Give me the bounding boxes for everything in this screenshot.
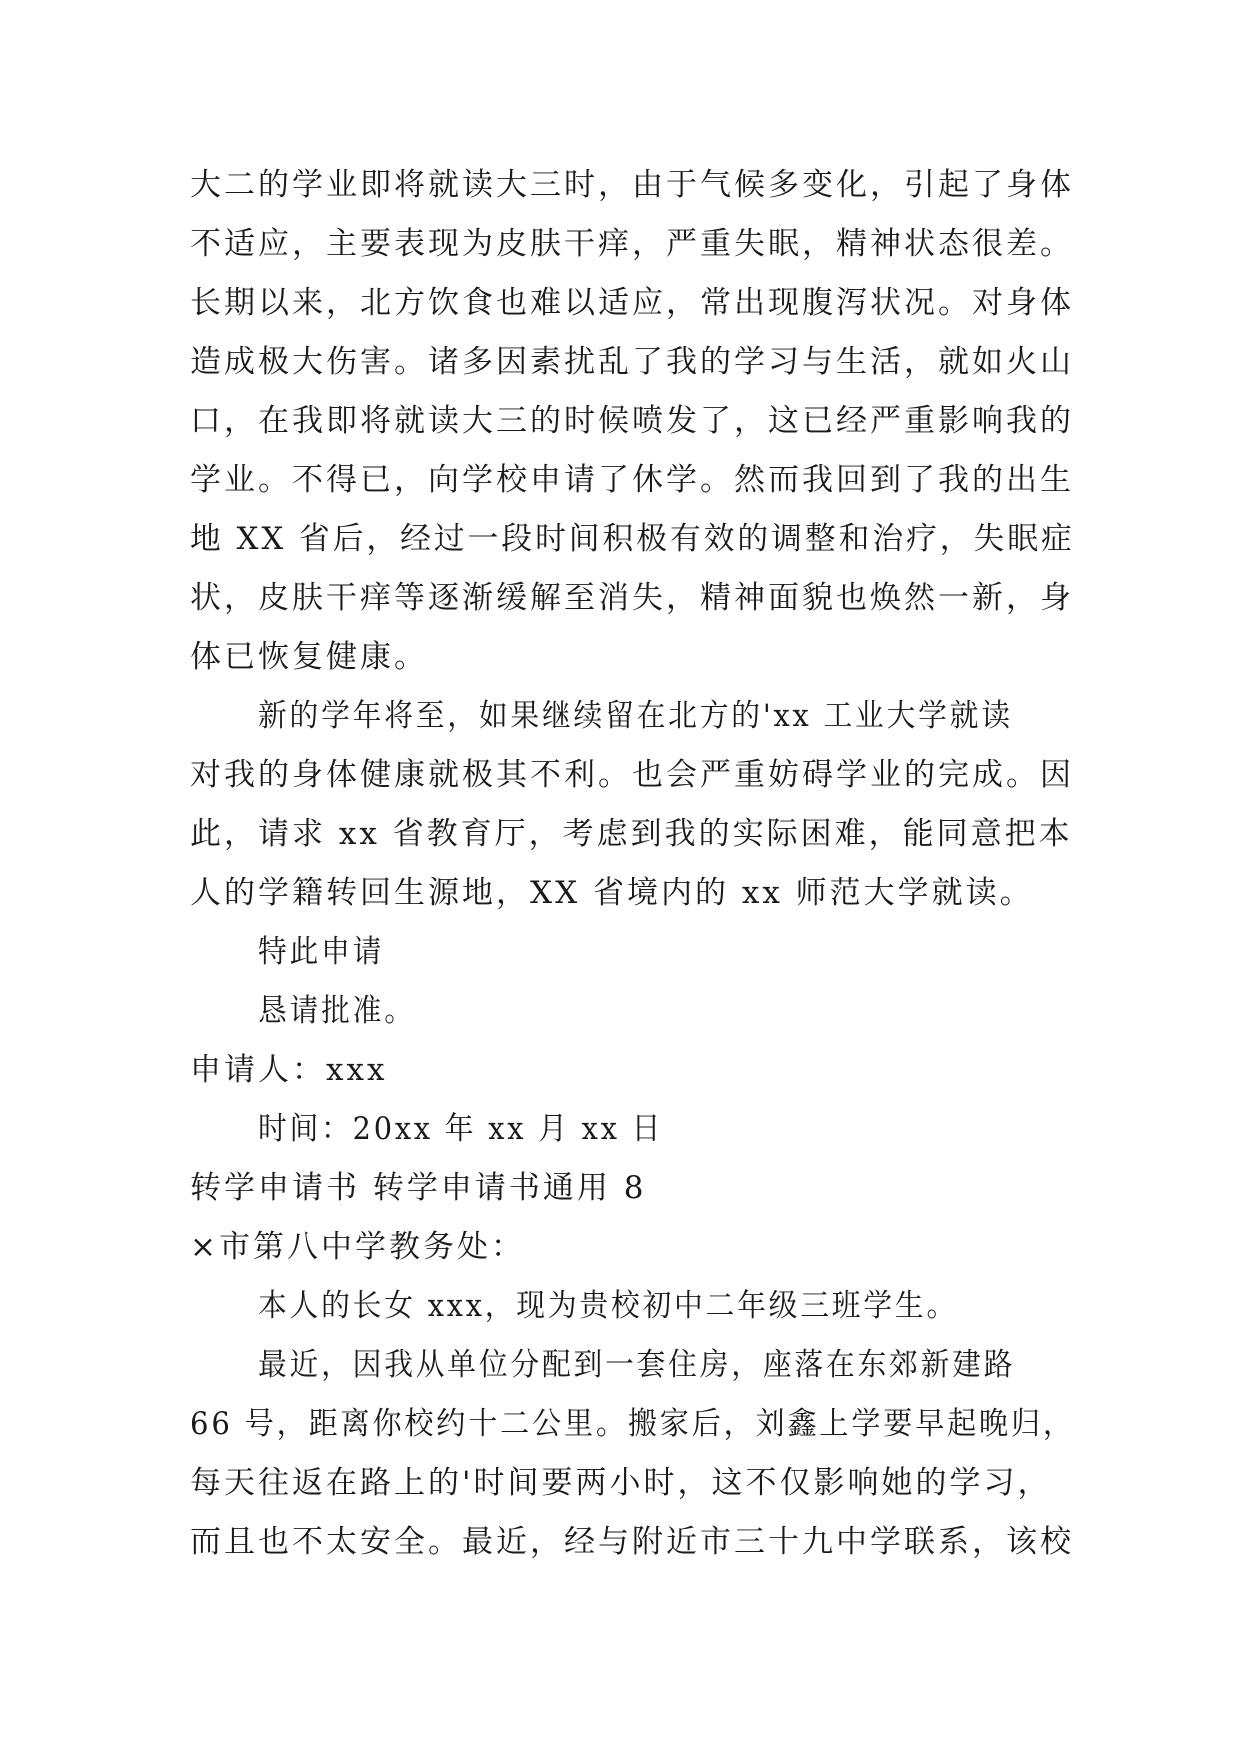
paragraph-start-line: 最近，因我从单位分配到一套住房，座落在东郊新建路 bbox=[258, 1347, 1016, 1383]
section-title: 转学申请书 转学申请书通用 8 bbox=[190, 1170, 647, 1206]
text-line: 体已恢复健康。 bbox=[190, 639, 428, 675]
paragraph-start-line: 新的学年将至，如果继续留在北方的'xx 工业大学就读 bbox=[258, 698, 1013, 734]
closing-approval: 恳请批准。 bbox=[258, 993, 416, 1029]
text-line: 66 号，距离你校约十二公里。搬家后，刘鑫上学要早起晚归， bbox=[190, 1406, 1075, 1442]
text-line: 每天往返在路上的'时间要两小时，这不仅影响她的学习， bbox=[190, 1465, 1052, 1501]
text-line: 地 XX 省后，经过一段时间积极有效的调整和治疗，失眠症 bbox=[190, 521, 1075, 557]
date-line: 时间：20xx 年 xx 月 xx 日 bbox=[258, 1111, 664, 1147]
text-line: 长期以来，北方饮食也难以适应，常出现腹泻状况。对身体 bbox=[190, 285, 1074, 321]
text-line: 造成极大伤害。诸多因素扰乱了我的学习与生活，就如火山 bbox=[190, 344, 1074, 380]
closing-request: 特此申请 bbox=[258, 934, 385, 970]
text-line: 学业。不得已，向学校申请了休学。然而我回到了我的出生 bbox=[190, 462, 1074, 498]
text-line: 而且也不太安全。最近，经与附近市三十九中学联系，该校 bbox=[190, 1524, 1074, 1560]
text-line: 状，皮肤干痒等逐渐缓解至消失，精神面貌也焕然一新，身 bbox=[190, 580, 1074, 616]
paragraph-start-line: 本人的长女 xxx，现为贵校初中二年级三班学生。 bbox=[258, 1288, 959, 1324]
text-line: 不适应，主要表现为皮肤干痒，严重失眠，精神状态很差。 bbox=[190, 226, 1074, 262]
applicant-line: 申请人：xxx bbox=[190, 1052, 388, 1088]
salutation: ×市第八中学教务处： bbox=[190, 1229, 525, 1265]
text-line: 此，请求 xx 省教育厅，考虑到我的实际困难，能同意把本 bbox=[190, 816, 1073, 852]
text-line: 大二的学业即将就读大三时，由于气候多变化，引起了身体 bbox=[190, 167, 1074, 203]
text-line: 口，在我即将就读大三的时候喷发了，这已经严重影响我的 bbox=[190, 403, 1074, 439]
text-line: 人的学籍转回生源地，XX 省境内的 xx 师范大学就读。 bbox=[190, 875, 1034, 911]
text-line: 对我的身体健康就极其不利。也会严重妨碍学业的完成。因 bbox=[190, 757, 1074, 793]
